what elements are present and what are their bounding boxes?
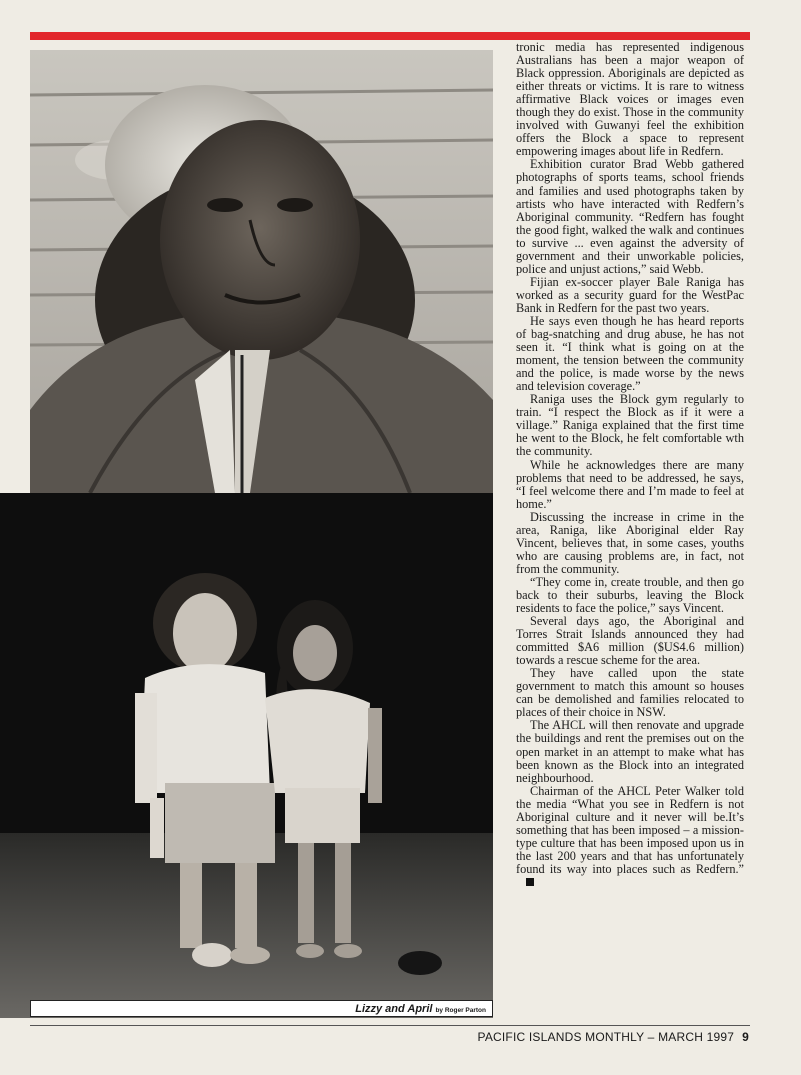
page-number: 9 [742, 1030, 749, 1044]
page-footer [478, 1030, 749, 1044]
end-of-article-mark [526, 878, 534, 886]
article-paragraph: “They come in, create trouble, and then go back to their suburbs, leaving the Block residents to face the police,” says Vincent. [516, 574, 744, 616]
article-paragraph-text: Chairman of the AHCL Peter Walker told the media “What you see in Redfern is not Aboriginal culture and it never will be.It’s something that has been imposed – a mission-type culture that has been imposed upon us in the last 200 years and that has unfortunately found its way into places such as Redfern.” [516, 783, 744, 876]
article-text-column [516, 41, 744, 889]
article-paragraph: Discussing the increase in crime in the area, Raniga, like Aboriginal elder Ray Vincent, believes that, in some cases, youths who are causing problems are, in fact, not from the community. [516, 509, 744, 576]
article-paragraph: He says even though he has heard reports of bag-snatching and drug abuse, he has not seen it. “I think what is going on at the moment, the tension between the community and the police, is made worse by the news and television coverage.” [516, 313, 744, 394]
article-final-paragraph [516, 785, 744, 889]
article-paragraph: Fijian ex-soccer player Bale Raniga has worked as a security guard for the WestPac Bank in Redfern for the past two years. [516, 274, 744, 315]
children-photo-illustration [0, 493, 493, 1018]
publication-title: PACIFIC ISLANDS MONTHLY – MARCH 1997 [477, 1030, 735, 1044]
footer-rule [30, 1025, 750, 1026]
article-paragraph: Exhibition curator Brad Webb gathered photographs of sports teams, school friends and families and used photographs taken by artists who have interacted with Redfern’s Aboriginal community. “Redfern has fought the good fight, walked the walk and continues to survive ... even against the adversity of government and their unworkable policies, police and unjust actions,” said Webb. [516, 157, 744, 276]
photo-peter-wyman [30, 50, 493, 493]
photo-lizzy-and-april [0, 493, 493, 1018]
article-paragraph: They have called upon the state government to match this amount so houses can be demolished and families relocated to places of their choice in NSW. [516, 666, 744, 720]
caption-photo-2 [30, 1000, 493, 1017]
article-paragraph: The AHCL will then renovate and upgrade the buildings and rent the premises out on the open market in an attempt to make what has been known as the Block into an integrated neighbourhood. [516, 718, 744, 785]
top-red-rule [30, 32, 750, 40]
article-paragraph: Several days ago, the Aboriginal and Torres Strait Islands announced they had committed $A6 million ($US4.6 million) towards a rescue scheme for the area. [516, 614, 744, 668]
article-paragraph: tronic media has represented indigenous Australians has been a major weapon of Black oppression. Aboriginals are depicted as either threats or victims. It is rare to witness affirmative Black voices or images even though they do exist. Those in the community involved with Guwanyi feel the exhibition offers the Block a space to represent empowering images about life in Redfern. [516, 40, 744, 159]
article-paragraph: While he acknowledges there are many problems that need to be addressed, he says, “I feel welcome there and I’m made to feel at home.” [516, 457, 744, 511]
article-paragraph: Raniga uses the Block gym regularly to train. “I respect the Block as if it were a village.” Raniga explained that the first time he went to the Block, he felt comfortable wth the community. [516, 392, 744, 459]
portrait-photo-illustration [30, 50, 493, 493]
caption-subject-name: Lizzy and April [355, 1003, 433, 1015]
caption-credit: by Roger Parton [435, 1007, 486, 1014]
